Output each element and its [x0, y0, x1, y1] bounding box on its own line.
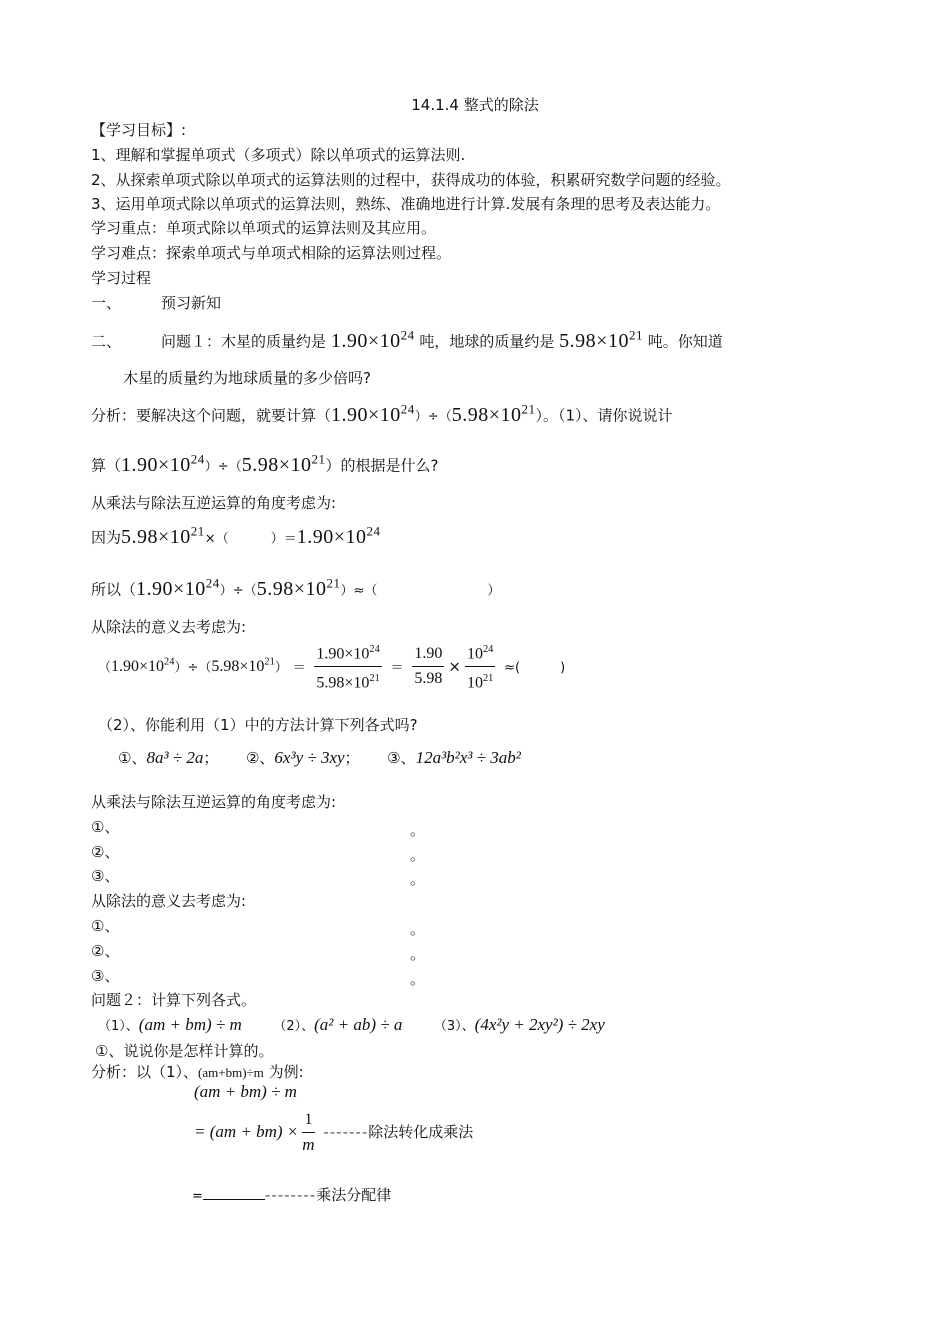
step-1: (am + bm) ÷ m: [194, 1082, 297, 1101]
question-2-intro: （2）、你能利用（1）中的方法计算下列各式吗?: [98, 716, 418, 734]
meaning-answer-1: ①、: [91, 917, 120, 935]
goal-3: 3、运用单项式除以单项式的运算法则，熟练、准确地进行计算.发展有条理的思考及表达能力。: [91, 195, 721, 213]
problem-2-heading: 问题２：计算下列各式。: [91, 991, 257, 1009]
question-1-tail: 吨。你知道: [647, 332, 723, 351]
meaning-answer-3: ③、: [91, 967, 120, 985]
note-distributive-law: 乘法分配律: [316, 1186, 392, 1204]
analysis-line-1: 分析：要解决这个问题，就要计算$(1.90\times 10^{24})\div(5.98\times 10^{21})$。（1）、请你说说计: [91, 401, 673, 426]
answer-blank[interactable]: [203, 1199, 265, 1200]
meaning-answer-3-dot: 。: [410, 970, 426, 988]
question-1-continuation: 木星的质量约为地球质量的多少倍吗?: [123, 369, 371, 387]
goal-1: 1、理解和掌握单项式（多项式）除以单项式的运算法则.: [91, 146, 466, 164]
section-1-title: 预习新知: [161, 294, 222, 312]
question-1-mid: 吨，地球的质量约是: [419, 332, 555, 351]
fraction-line: $(1.90\times 10^{24})\div(5.98\times 10^{21})$ ＝ $\frac{1.90\times 10^{24}}{5.98\times 10^{21}}$ ＝ $\frac{1.90}{5.98}$ × $\frac{10^{24}}{10^{21}}$ ≈( ): [98, 640, 565, 694]
talk-prompt: ①、说说你是怎样计算的。: [95, 1042, 274, 1060]
meaning-view-heading: 从除法的意义去考虑为:: [91, 618, 247, 636]
section-1: [91, 293, 221, 313]
process-heading: 学习过程: [91, 269, 152, 287]
inverse-view-heading-2: 从乘法与除法互逆运算的角度考虑为:: [91, 793, 337, 811]
question-1-lead: 问题１：木星的质量约是: [161, 332, 327, 351]
so-line: 所以$(1.90\times 10^{24})\div(5.98\times 10^{21})\approx$（ ）: [91, 575, 501, 600]
step-2: = (am + bm) × $\frac{1}{m}$ -------除法转化成乘法: [194, 1111, 474, 1154]
section-1-number: 一、: [91, 294, 122, 312]
meaning-view-heading-2: 从除法的意义去考虑为:: [91, 892, 247, 910]
fraction-full: $\frac{1.90\times 10^{24}}{5.98\times 10^{21}}$: [314, 640, 381, 694]
key-point: 学习重点：单项式除以单项式的运算法则及其应用。: [91, 219, 437, 237]
analysis-line-2: 算$(1.90\times 10^{24})\div(5.98\times 10^{21})$的根据是什么?: [91, 451, 439, 476]
problem-2-items: （1）、(am + bm) ÷ m （2）、(a² + ab) ÷ a （3）、(4x²y + 2xy²) ÷ 2xy: [98, 1015, 605, 1034]
question-1-line: [91, 318, 723, 359]
meaning-answer-1-dot: 。: [410, 920, 426, 938]
meaning-answer-2-dot: 。: [410, 945, 426, 963]
fraction-powers: $\frac{10^{24}}{10^{21}}$: [465, 640, 495, 694]
goals-header: 【学习目标】:: [91, 121, 187, 139]
section-2-number: 二、: [91, 332, 122, 351]
meaning-answer-2: ②、: [91, 942, 120, 960]
answer-1: ①、: [91, 818, 120, 836]
page-title: 14.1.4 整式的除法: [411, 96, 539, 114]
exercise-row: ①、8a³ ÷ 2a； ②、6x³y ÷ 3xy； ③、12a³b²x³ ÷ 3ab²: [118, 748, 521, 767]
because-line: 因为$5.98\times 10^{21}\times$（ ）$=1.90\times 10^{24}$: [91, 523, 381, 548]
answer-2-dot: 。: [410, 846, 426, 864]
fraction-coefficients: $\frac{1.90}{5.98}$: [414, 645, 443, 688]
difficulty: 学习难点：探索单项式与单项式相除的运算法则过程。: [91, 244, 452, 262]
goal-2: 2、从探索单项式除以单项式的运算法则的过程中，获得成功的体验，积累研究数学问题的经验。: [91, 171, 731, 189]
earth-mass: $5.98\times 10^{21}$: [559, 327, 643, 352]
answer-3: ③、: [91, 867, 120, 885]
analysis-2: 分析：以（1）、(am+bm)÷m 为例:: [91, 1063, 304, 1081]
inverse-view-heading: 从乘法与除法互逆运算的角度考虑为:: [91, 494, 337, 512]
answer-3-dot: 。: [410, 870, 426, 888]
answer-2: ②、: [91, 843, 120, 861]
note-division-to-multiplication: 除法转化成乘法: [368, 1123, 474, 1141]
step-3: = --------乘法分配律: [192, 1186, 392, 1204]
jupiter-mass: $1.90\times 10^{24}$: [330, 327, 415, 352]
answer-1-dot: 。: [410, 821, 426, 839]
